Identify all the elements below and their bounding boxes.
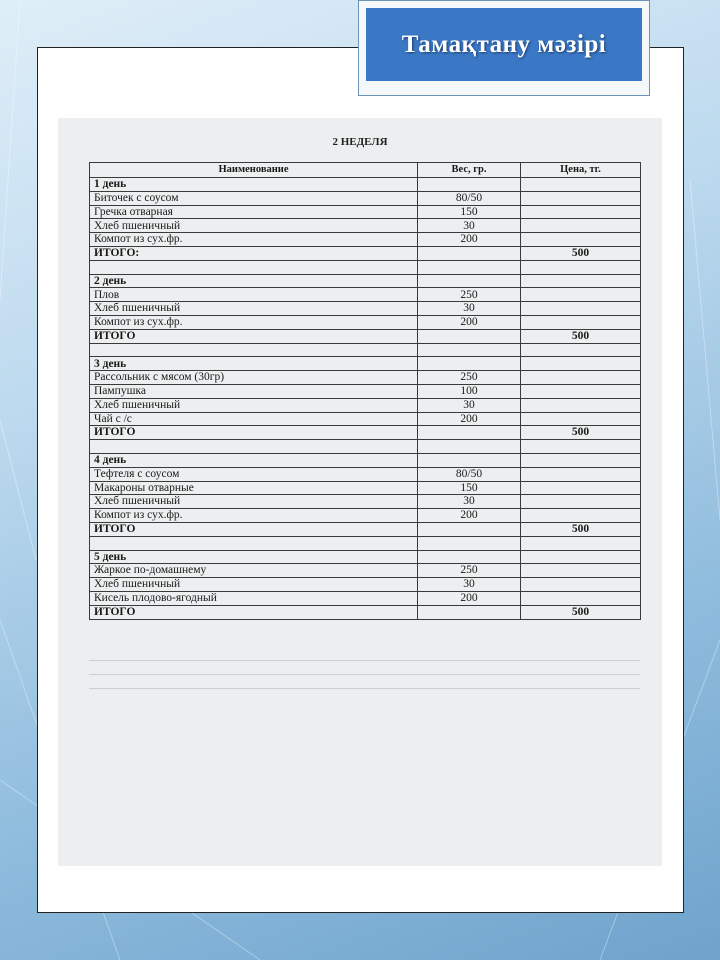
table-row: [90, 495, 641, 509]
table-row: [90, 578, 641, 592]
table-row: [90, 412, 641, 426]
table-row: [90, 384, 641, 398]
dish-weight: 30: [418, 398, 521, 412]
day-header-row: [90, 357, 641, 371]
table-row: [90, 564, 641, 578]
dish-price: [521, 578, 641, 592]
table-header-row: [90, 163, 641, 178]
dish-price: [521, 467, 641, 481]
empty-cell: [418, 426, 521, 440]
table-row: [90, 191, 641, 205]
day-header-row: [90, 274, 641, 288]
table-row: [90, 288, 641, 302]
total-label: ИТОГО: [90, 329, 418, 343]
dish-name: Кисель плодово-ягодный: [90, 591, 418, 605]
dish-price: [521, 191, 641, 205]
empty-cell: [418, 536, 521, 550]
empty-cell: [521, 536, 641, 550]
table-row: [90, 219, 641, 233]
empty-cell: [418, 343, 521, 357]
day-label: 4 день: [90, 453, 418, 467]
dish-price: [521, 564, 641, 578]
dish-name: Гречка отварная: [90, 205, 418, 219]
dish-weight: 200: [418, 315, 521, 329]
dish-price: [521, 412, 641, 426]
total-price: 500: [521, 426, 641, 440]
day-label: 3 день: [90, 357, 418, 371]
spacer-row: [90, 260, 641, 274]
empty-cell: [521, 357, 641, 371]
dish-weight: 250: [418, 288, 521, 302]
dish-weight: 200: [418, 412, 521, 426]
total-label: ИТОГО: [90, 426, 418, 440]
empty-cell: [521, 260, 641, 274]
empty-cell: [418, 522, 521, 536]
dish-weight: 150: [418, 205, 521, 219]
header-name: Наименование: [90, 163, 418, 178]
dish-weight: 30: [418, 578, 521, 592]
dish-name: Компот из сух.фр.: [90, 509, 418, 523]
day-header-row: [90, 453, 641, 467]
table-row: [90, 591, 641, 605]
table-row: [90, 315, 641, 329]
empty-cell: [521, 343, 641, 357]
spacer-row: [90, 536, 641, 550]
dish-price: [521, 384, 641, 398]
total-price: 500: [521, 329, 641, 343]
header-weight: Вес, гр.: [418, 163, 521, 178]
empty-cell: [418, 274, 521, 288]
dish-name: Макароны отварные: [90, 481, 418, 495]
dish-name: Пампушка: [90, 384, 418, 398]
header-price: Цена, тг.: [521, 163, 641, 178]
total-row: [90, 522, 641, 536]
slide-title: Тамақтану мәзірі: [401, 30, 607, 58]
empty-cell: [418, 357, 521, 371]
empty-cell: [521, 178, 641, 192]
spacer-row: [90, 343, 641, 357]
dish-price: [521, 205, 641, 219]
dish-name: Жаркое по-домашнему: [90, 564, 418, 578]
table-row: [90, 509, 641, 523]
dish-price: [521, 219, 641, 233]
empty-cell: [418, 440, 521, 454]
menu-table: [89, 162, 641, 620]
dish-name: Хлеб пшеничный: [90, 578, 418, 592]
empty-cell: [90, 440, 418, 454]
dish-name: Хлеб пшеничный: [90, 302, 418, 316]
dish-name: Хлеб пшеничный: [90, 495, 418, 509]
table-row: [90, 302, 641, 316]
dish-price: [521, 509, 641, 523]
empty-cell: [418, 605, 521, 619]
dish-price: [521, 481, 641, 495]
day-label: 5 день: [90, 550, 418, 564]
dish-price: [521, 288, 641, 302]
table-row: [90, 398, 641, 412]
total-price: 500: [521, 246, 641, 260]
dish-weight: 100: [418, 384, 521, 398]
slide-title-box: [358, 0, 650, 96]
dish-name: Хлеб пшеничный: [90, 398, 418, 412]
dish-weight: 200: [418, 591, 521, 605]
empty-cell: [521, 440, 641, 454]
total-label: ИТОГО: [90, 522, 418, 536]
empty-cell: [418, 246, 521, 260]
day-label: 1 день: [90, 178, 418, 192]
slide-title-banner: [366, 8, 642, 81]
empty-cell: [418, 329, 521, 343]
dish-price: [521, 302, 641, 316]
week-heading: 2 НЕДЕЛЯ: [332, 136, 388, 148]
dish-price: [521, 495, 641, 509]
dish-price: [521, 233, 641, 247]
table-row: [90, 481, 641, 495]
faded-bleed-through-rows: [89, 647, 640, 689]
dish-name: Хлеб пшеничный: [90, 219, 418, 233]
total-row: [90, 329, 641, 343]
total-label: ИТОГО:: [90, 246, 418, 260]
spacer-row: [90, 440, 641, 454]
total-row: [90, 246, 641, 260]
dish-price: [521, 398, 641, 412]
dish-weight: 30: [418, 495, 521, 509]
dish-weight: 200: [418, 509, 521, 523]
table-row: [90, 467, 641, 481]
empty-cell: [418, 260, 521, 274]
dish-name: Компот из сух.фр.: [90, 315, 418, 329]
dish-weight: 250: [418, 564, 521, 578]
dish-weight: 150: [418, 481, 521, 495]
empty-cell: [418, 453, 521, 467]
dish-price: [521, 591, 641, 605]
day-header-row: [90, 178, 641, 192]
table-row: [90, 205, 641, 219]
empty-cell: [521, 274, 641, 288]
day-label: 2 день: [90, 274, 418, 288]
total-price: 500: [521, 605, 641, 619]
empty-cell: [418, 178, 521, 192]
dish-name: Компот из сух.фр.: [90, 233, 418, 247]
empty-cell: [418, 550, 521, 564]
dish-price: [521, 371, 641, 385]
total-label: ИТОГО: [90, 605, 418, 619]
dish-weight: 80/50: [418, 467, 521, 481]
empty-cell: [90, 343, 418, 357]
day-header-row: [90, 550, 641, 564]
total-price: 500: [521, 522, 641, 536]
dish-name: Тефтеля с соусом: [90, 467, 418, 481]
total-row: [90, 605, 641, 619]
dish-name: Биточек с соусом: [90, 191, 418, 205]
dish-price: [521, 315, 641, 329]
dish-name: Чай с /с: [90, 412, 418, 426]
dish-weight: 30: [418, 302, 521, 316]
empty-cell: [90, 260, 418, 274]
dish-name: Плов: [90, 288, 418, 302]
dish-weight: 30: [418, 219, 521, 233]
dish-name: Рассольник с мясом (30гр): [90, 371, 418, 385]
total-row: [90, 426, 641, 440]
empty-cell: [521, 453, 641, 467]
table-row: [90, 233, 641, 247]
empty-cell: [90, 536, 418, 550]
dish-weight: 250: [418, 371, 521, 385]
dish-weight: 80/50: [418, 191, 521, 205]
dish-weight: 200: [418, 233, 521, 247]
table-row: [90, 371, 641, 385]
empty-cell: [521, 550, 641, 564]
